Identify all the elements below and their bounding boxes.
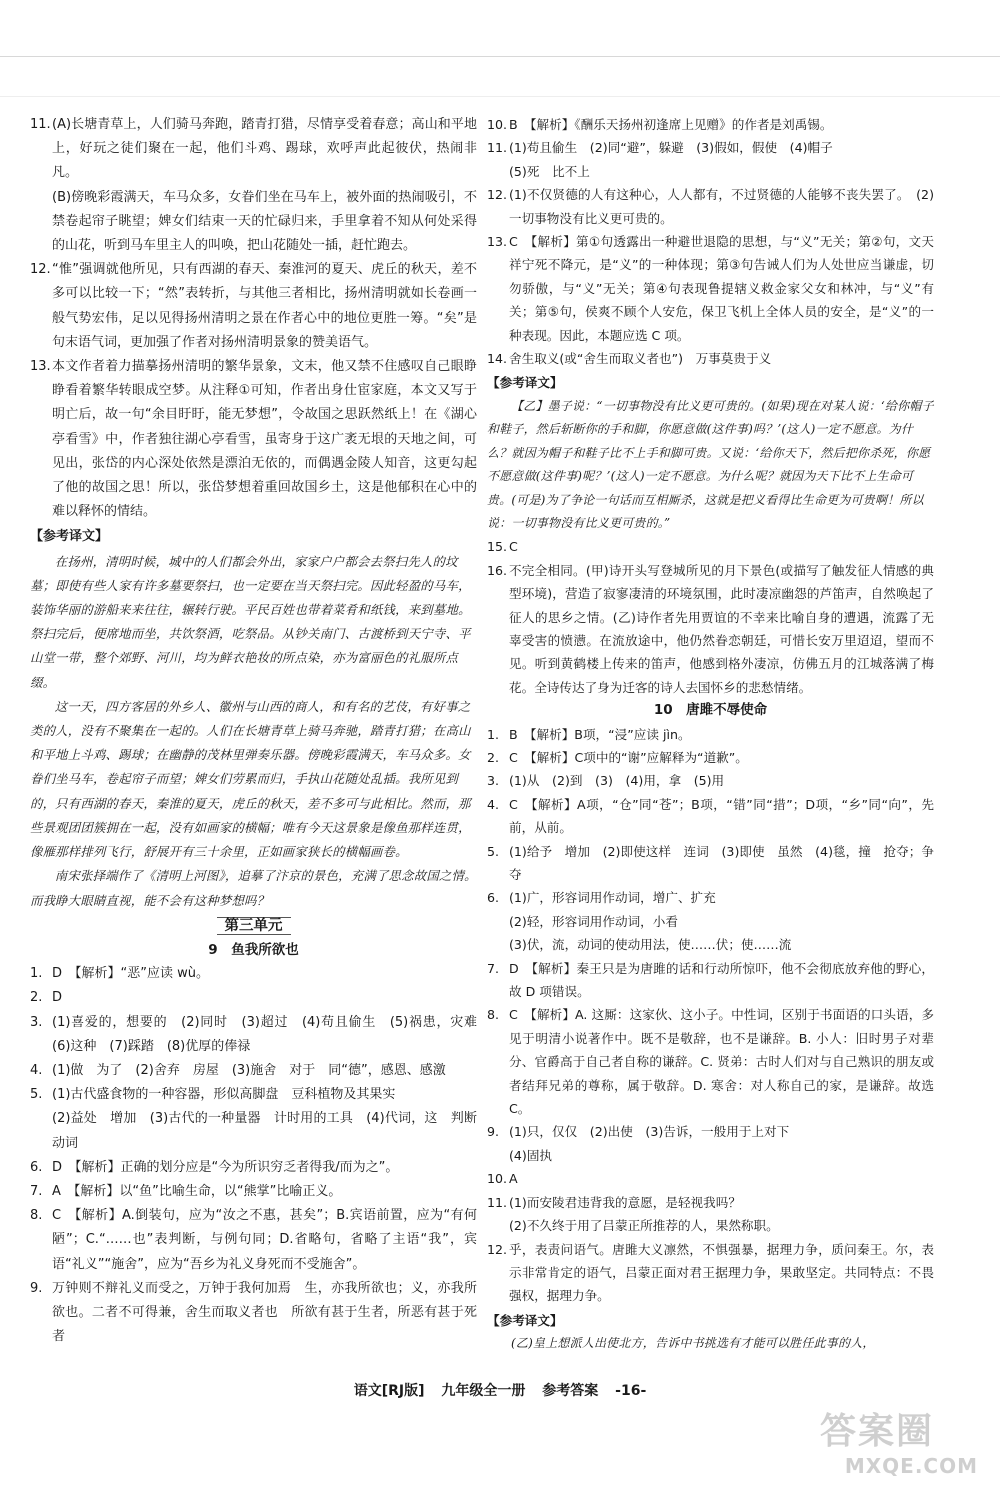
answer-text: D bbox=[52, 990, 63, 1006]
answer-body bbox=[509, 1003, 934, 1120]
answer-item bbox=[30, 113, 477, 258]
answer-number: 9. bbox=[487, 1124, 500, 1140]
answer-body bbox=[509, 347, 934, 370]
left-column bbox=[30, 113, 491, 1349]
answer-item bbox=[487, 1120, 934, 1167]
answer-item bbox=[487, 559, 934, 699]
lesson-heading: 10 唐雎不辱使命 bbox=[653, 702, 768, 719]
answer-text: (1)给予 增加 (2)即使这样 连词 (3)即使 虽然 (4)毯，撞 抢夺；争夺 bbox=[509, 843, 934, 882]
answer-item bbox=[487, 769, 934, 792]
answer-text: A bbox=[509, 1171, 518, 1187]
answer-text: (1)只，仅仅 (2)出使 (3)告诉，一般用于上对下 bbox=[509, 1124, 790, 1140]
answer-item bbox=[30, 962, 477, 986]
answer-body bbox=[52, 962, 477, 986]
answer-number: 10. bbox=[487, 117, 508, 132]
answer-number: 16. bbox=[487, 562, 508, 578]
answer-body bbox=[52, 355, 477, 524]
answer-text: C 【解析】C项中的“谢”应解释为“道歉”。 bbox=[509, 749, 748, 765]
answer-item bbox=[30, 1083, 477, 1156]
answer-number: 8. bbox=[30, 1208, 43, 1224]
answer-text: C 【解析】A. 这厮：这家伙、这小子。中性词，区别于书面语的口头语，多见于明清小说著作中。既不是敬辞，也不是谦辞。B. 小人：旧时男子对辈分、官爵高于自己者自称的谦辞。C. 贤弟：古时人们对与自己熟识的朋友或者结拜兄弟的尊称，属于敬辞。D. 寒舍：对人称自己的家，是谦辞。故选 C。 bbox=[509, 1007, 934, 1117]
answer-item bbox=[487, 1191, 934, 1238]
answer-item bbox=[487, 886, 934, 956]
answer-text: C 【解析】A.倒装句，应为“汝之不惠，甚矣”；B.宾语前置，应为“有何陋”；C.“……也”表判断，与例句同；D.省略句，省略了主语“我”，宾语“礼义”“施舍”，应为“吾乡为礼义身死而不受施舍”。 bbox=[52, 1208, 477, 1272]
answer-body bbox=[52, 1011, 491, 1059]
answer-item bbox=[30, 258, 477, 355]
answer-number: 10. bbox=[487, 1171, 508, 1187]
answer-number: 9. bbox=[30, 1280, 43, 1296]
answer-item bbox=[487, 136, 934, 183]
answer-number: 12. bbox=[487, 1241, 508, 1257]
answer-text: (1)而安陵君违背我的意愿，是轻视我吗？ bbox=[509, 1194, 741, 1210]
answer-number: 11. bbox=[30, 117, 51, 132]
answer-body bbox=[509, 1167, 934, 1190]
answer-text: (2)轻，形容词用作动词，小看 bbox=[509, 913, 678, 929]
answer-body bbox=[52, 1204, 477, 1277]
answer-text: C 【解析】第①句透露出一种避世退隐的思想，与“义”无关；第②句，文天祥宁死不降元，是“义”的一种体现；第③句告诫人们为人处世应当谦虚，切勿骄傲，与“义”无关；第④句表现鲁提辖义救金家父女和林冲，与“义”有关；第⑤句，侯爽不顾个人安危，保卫飞机上全体人员的安全，是“义”的一种表现。因此，本题应选 C 项。 bbox=[509, 234, 934, 343]
answer-item bbox=[30, 1059, 477, 1083]
answer-body bbox=[509, 840, 934, 887]
answer-text: (1)古代盛食物的一种容器，形似高脚盘 豆科植物及其果实 bbox=[52, 1087, 396, 1103]
answer-text: 乎，表责问语气。唐雎大义凛然，不惧强暴，据理力争，质问秦王。尔，表示非常肯定的语气，吕蒙正面对君王据理力争，果敢坚定。共同特点：不畏强权，据理力争。 bbox=[509, 1241, 934, 1304]
answer-item bbox=[487, 535, 934, 558]
translation-paragraph: (乙)皇上想派人出使北方，告诉中书挑选有才能可以胜任此事的人， bbox=[511, 1336, 875, 1351]
answer-number: 15. bbox=[487, 539, 508, 555]
answer-body bbox=[509, 957, 934, 1004]
answer-item bbox=[487, 1167, 934, 1190]
reference-translation-label: 【参考译文】 bbox=[487, 1312, 563, 1328]
reference-translation-label: 【参考译文】 bbox=[487, 375, 563, 391]
lesson-heading: 9 鱼我所欲也 bbox=[208, 941, 299, 958]
answer-number: 2. bbox=[487, 749, 500, 765]
translation-paragraph: 这一天，四方客居的外乡人、徽州与山西的商人，和有名的艺伎，有好事之类的人，没有不聚集在一起的。人们在长塘青草上骑马奔驰，踏青打猎；在高山和平地上斗鸡、踢球；在幽静的茂林里弹奏乐器。傍晚彩霞满天，车马众多。女眷们坐马车，卷起帘子而望；婢女们劳累而归，手执山花随处乱插。我所见到的，只有西湖的春天，秦淮的夏天，虎丘的秋天，差不多可与此相比。然而，那些景观团团簇拥在一起，没有如画家的横幅；唯有今天这景象是像鱼那样连贯，像雁那样排列飞行，舒展开有三十余里，正如画家狭长的横幅画卷。 bbox=[30, 698, 471, 860]
answer-text: 万钟则不辩礼义而受之，万钟于我何加焉 生，亦我所欲也；义，亦我所欲也。二者不可得兼，舍生而取义者也 所欲有甚于生者，所恶有甚于死者 bbox=[52, 1280, 477, 1345]
answer-body bbox=[509, 793, 934, 840]
answer-item bbox=[487, 746, 934, 769]
answer-text: (A)长塘青草上，人们骑马奔跑，踏青打猎，尽情享受着春意；高山和平地上，好玩之徒们聚在一起，他们斗鸡、踢球，欢呼声此起彼伏，热闹非凡。 bbox=[52, 117, 477, 181]
watermark-logo bbox=[820, 1410, 990, 1488]
answer-number: 4. bbox=[487, 796, 500, 812]
answer-number: 13. bbox=[487, 234, 508, 250]
reference-translation-label: 【参考译文】 bbox=[30, 529, 109, 545]
answer-item bbox=[30, 1156, 477, 1180]
answer-body bbox=[52, 1277, 477, 1350]
answer-text: C bbox=[509, 539, 518, 555]
answer-text: (1)从 (2)到 (3) (4)用，拿 (5)用 bbox=[509, 773, 725, 789]
answer-item bbox=[487, 347, 934, 370]
answer-item bbox=[487, 840, 934, 887]
answer-body bbox=[52, 1059, 477, 1083]
answer-item bbox=[30, 1180, 477, 1204]
answer-text: (2)不久终于用了吕蒙正所推荐的人，果然称职。 bbox=[509, 1218, 779, 1234]
answer-number: 8. bbox=[487, 1007, 500, 1023]
answer-text: (1)做 为了 (2)舍弃 房屋 (3)施舍 对于 同“德”，感恩、感激 bbox=[52, 1062, 446, 1078]
translation-paragraph: 在扬州，清明时候，城中的人们都会外出，家家户户都会去祭扫先人的坟墓；即使有些人家有许多墓要祭扫，也一定要在当天祭扫完。因此轻盈的马车，装饰华丽的游船来来往往，辗转行驶。平民百姓也带着菜肴和纸钱，来到墓地。祭扫完后，便席地而坐，共饮祭酒，吃祭品。从钞关南门、古渡桥到天宁寺、平山堂一带，整个郊野、河川，均为鲜衣艳妆的所点染，亦为富丽色的礼服所点缀。 bbox=[30, 553, 471, 690]
unit-heading bbox=[30, 914, 477, 938]
answer-item bbox=[30, 355, 477, 524]
answer-body bbox=[509, 769, 934, 792]
answer-number: 1. bbox=[30, 966, 43, 982]
answer-item bbox=[487, 183, 934, 230]
answer-body bbox=[509, 113, 934, 136]
unit-heading-text: 第三单元 bbox=[217, 917, 291, 935]
page-footer bbox=[0, 1380, 1000, 1400]
answer-item bbox=[30, 1204, 477, 1277]
answer-text: (5)死 比不上 bbox=[509, 163, 590, 179]
watermark-sub: MXQE.COM bbox=[844, 1454, 978, 1478]
answer-item bbox=[30, 1011, 491, 1059]
answer-item bbox=[30, 1277, 477, 1350]
answer-text: C 【解析】A项，“仓”同“苍”；B项，“错”同“措”；D项，“乡”同“向”，先前，从前。 bbox=[509, 796, 934, 836]
answer-text: B 【解析】《酬乐天扬州初逢席上见赠》的作者是刘禹锡。 bbox=[509, 117, 833, 132]
answer-number: 13. bbox=[30, 359, 51, 375]
answer-body bbox=[509, 559, 934, 699]
answer-text: D 【解析】正确的划分应是“今为所识穷乏者得我/而为之”。 bbox=[52, 1159, 399, 1175]
watermark-main: 答案圈 bbox=[820, 1411, 935, 1452]
answer-text: (3)伏，流，动词的使动用法，使……伏；使……流 bbox=[509, 937, 792, 953]
answer-item bbox=[487, 723, 934, 746]
answer-number: 5. bbox=[487, 843, 500, 859]
answer-body bbox=[52, 1156, 477, 1180]
answer-body bbox=[52, 986, 477, 1010]
answer-text: (2)益处 增加 (3)古代的一种量器 计时用的工具 (4)代词，这 判断动词 bbox=[52, 1111, 477, 1151]
answer-text: 不完全相同。(甲)诗开头写登城所见的月下景色(或描写了触发征人情感的典型环境)，营造了寂寥凄清的环境氛围，此时凄凉幽怨的芦笛声，自然唤起了征人的思乡之情。(乙)诗作者先用贾谊的不幸来比喻自身的遭遇，流露了无辜受害的愤懑。在流放途中，他仍然眷恋朝廷，可惜长安万里迢迢，望而不见。听到黄鹤楼上传来的笛声，他感到格外凄凉，仿佛五月的江城落满了梅花。全诗传达了身为迁客的诗人去国怀乡的悲愁情绪。 bbox=[509, 562, 934, 695]
answer-number: 12. bbox=[30, 262, 51, 278]
answer-number: 6. bbox=[30, 1159, 43, 1175]
answer-body bbox=[509, 1191, 934, 1238]
answer-number: 1. bbox=[487, 726, 500, 742]
answer-text: “惟”强调就他所见，只有西湖的春天、秦淮河的夏天、虎丘的秋天，差不多可以比较一下；“然”表转折，与其他三者相比，扬州清明就如长卷画一般气势宏伟，足以见得扬州清明之景在作者心中的地位更胜一筹。“矣”是句末语气词，更加强了作者对扬州清明景象的赞美语气。 bbox=[52, 262, 477, 350]
answer-body bbox=[52, 1083, 477, 1156]
answer-body bbox=[509, 1238, 934, 1308]
answer-text: D 【解析】秦王只是为唐雎的话和行动所惊吓，他不会彻底放弃他的野心，故 D 项错误。 bbox=[509, 960, 934, 1000]
answer-body bbox=[52, 113, 477, 258]
answer-body bbox=[509, 1120, 934, 1167]
answer-body bbox=[509, 746, 934, 769]
answer-item bbox=[487, 1003, 934, 1120]
answer-item bbox=[30, 986, 477, 1010]
answer-body bbox=[509, 535, 934, 558]
footer-subject: 语文[RJ版] bbox=[353, 1383, 425, 1399]
top-rule bbox=[0, 56, 1000, 57]
footer-grade: 九年级全一册 bbox=[441, 1383, 526, 1399]
answer-text: (1)喜爱的，想要的 (2)同时 (3)超过 (4)苟且偷生 (5)祸患，灾难 (6)这种 (7)踩踏 (8)优厚的俸禄 bbox=[52, 1014, 491, 1054]
answer-number: 11. bbox=[487, 140, 508, 156]
answer-text: (1)不仅贤德的人有这种心，人人都有，不过贤德的人能够不丧失罢了。 (2)一切事物没有比义更可贵的。 bbox=[509, 187, 934, 226]
answer-number: 3. bbox=[487, 773, 500, 789]
answer-text: (B)傍晚彩霞满天，车马众多，女眷们坐在马车上，被外面的热闹吸引，不禁卷起帘子眺望；婢女们结束一天的忙碌归来，手里拿着不知从何处采得的山花，听到马车里主人的叫唤，把山花随处一插，赶忙跑去。 bbox=[52, 189, 477, 254]
answer-body bbox=[509, 886, 934, 956]
answer-text: 本文作者着力描摹扬州清明的繁华景象，文末，他又禁不住感叹自己眼睁睁看着繁华转眼成空梦。从注释①可知，作者出身仕宦家庭，本文又写于明亡后，故一句“余目盱盱，能无梦想”，令故国之思跃然纸上！在《湖心亭看雪》中，作者独往湖心亭看雪，虽寄身于这广袤无垠的天地之间，可见出，张岱的内心深处依然是漂泊无依的，而偶遇金陵人知音，这更勾起了他的故国之思！所以，张岱梦想着重回故国乡土，这是他郁积在心中的难以释怀的情结。 bbox=[52, 359, 477, 520]
answer-text: (1)苟且偷生 (2)同“避”，躲避 (3)假如，假使 (4)帽子 bbox=[509, 140, 833, 156]
answer-number: 4. bbox=[30, 1062, 43, 1078]
answer-item bbox=[487, 113, 934, 136]
footer-page-number: -16- bbox=[615, 1383, 647, 1399]
answer-text: A 【解析】以“鱼”比喻生命，以“熊掌”比喻正义。 bbox=[52, 1183, 342, 1199]
answer-item bbox=[487, 1238, 934, 1308]
answer-number: 14. bbox=[487, 351, 508, 367]
answer-body bbox=[509, 136, 934, 183]
answer-item bbox=[487, 230, 934, 347]
answer-text: 舍生取义(或“舍生而取义者也”) 万事莫贵于义 bbox=[509, 351, 772, 367]
answer-item bbox=[487, 793, 934, 840]
answer-number: 11. bbox=[487, 1194, 508, 1210]
answer-text: (1)广，形容词用作动词，增广、扩充 bbox=[509, 890, 716, 906]
translation-paragraph: 【乙】墨子说：“一切事物没有比义更可贵的。(如果)现在对某人说：‘给你帽子和鞋子，然后斩断你的手和脚，你愿意做(这件事)吗？’(这人)一定不愿意。为什么？就因为帽子和鞋子比不上手和脚可贵。又说：‘给你天下，然后把你杀死，你愿不愿意做(这件事)呢？’(这人)一定不愿意。为什么呢？就因为天下比不上生命可贵。(可是)为了争论一句话而互相厮杀，这就是把义看得比生命更为可贵啊！所以说：一切事物没有比义更可贵的。” bbox=[487, 398, 934, 530]
answer-number: 7. bbox=[487, 960, 500, 976]
answer-item bbox=[487, 957, 934, 1004]
answer-number: 6. bbox=[487, 890, 500, 906]
answer-text: (4)固执 bbox=[509, 1147, 553, 1163]
answer-text: D 【解析】“恶”应读 wù。 bbox=[52, 966, 209, 982]
answer-number: 12. bbox=[487, 187, 508, 203]
answer-number: 2. bbox=[30, 990, 43, 1006]
answer-body bbox=[52, 1180, 477, 1204]
answer-number: 5. bbox=[30, 1087, 43, 1103]
top-rule-secondary bbox=[0, 96, 1000, 97]
answer-number: 7. bbox=[30, 1183, 43, 1199]
answer-body bbox=[509, 183, 934, 230]
translation-paragraph: 南宋张择端作了《清明上河图》，追摹了汴京的景色，充满了思念故国之情。而我睁大眼睛直视，能不会有这种梦想吗？ bbox=[30, 868, 477, 908]
answer-body bbox=[52, 258, 477, 355]
answer-body bbox=[509, 723, 934, 746]
answer-text: B 【解析】B项，“浸”应读 jìn。 bbox=[509, 726, 691, 742]
answer-body bbox=[509, 230, 934, 347]
answer-number: 3. bbox=[30, 1014, 43, 1030]
footer-section: 参考答案 bbox=[542, 1383, 599, 1399]
right-column bbox=[487, 113, 934, 1356]
